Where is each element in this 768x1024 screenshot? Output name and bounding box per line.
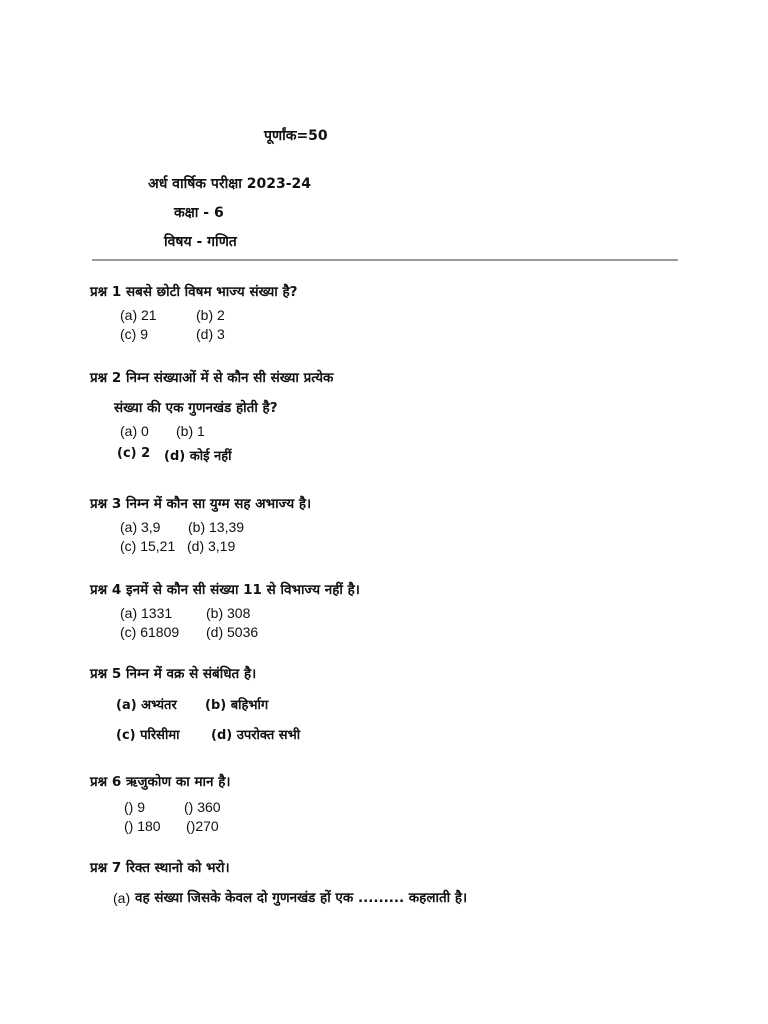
q5-option-a: (a) अभ्यंतर [116, 698, 177, 713]
q3-option-c: (c) 15,21 [120, 538, 176, 554]
question-1: प्रश्न 1 सबसे छोटी विषम भाज्य संख्या है? [90, 284, 298, 300]
q2-option-d: (d) कोई नहीं [164, 449, 232, 464]
q6-option-d: ()270 [186, 818, 219, 834]
question-4: प्रश्न 4 इनमें से कौन सी संख्या 11 से विभाज्य नहीं है। [90, 582, 360, 598]
total-marks: पूर्णांक=50 [264, 128, 328, 144]
q4-option-b: (b) 308 [206, 605, 251, 621]
q5-option-c: (c) परिसीमा [116, 728, 180, 743]
q2-option-a: (a) 0 [120, 423, 149, 439]
question-2: प्रश्न 2 निम्न संख्याओं में से कौन सी संख्या प्रत्येक [90, 370, 334, 386]
question-6: प्रश्न 6 ऋजुकोण का मान है। [90, 774, 231, 790]
question-5: प्रश्न 5 निम्न में वक्र से संबंधित है। [90, 666, 257, 682]
q6-option-a: () 9 [124, 799, 145, 815]
q3-option-b: (b) 13,39 [188, 519, 245, 535]
q3-option-a: (a) 3,9 [120, 519, 161, 535]
q2-option-c: (c) 2 [117, 446, 151, 461]
question-7: प्रश्न 7 रिक्त स्थानो को भरो। [90, 860, 230, 876]
question-3: प्रश्न 3 निम्न में कौन सा युग्म सह अभाज्य है। [90, 496, 312, 512]
q1-option-d: (d) 3 [196, 326, 225, 342]
q5-option-d: (d) उपरोक्त सभी [211, 728, 301, 743]
subject-label: विषय - गणित [164, 234, 237, 250]
q1-option-c: (c) 9 [120, 326, 148, 342]
q4-option-c: (c) 61809 [120, 624, 180, 640]
q1-option-a: (a) 21 [120, 307, 157, 323]
class-label: कक्षा - 6 [174, 205, 224, 221]
exam-title: अर्ध वार्षिक परीक्षा 2023-24 [148, 176, 312, 192]
question-2-line-2: संख्या की एक गुणनखंड होती है? [114, 400, 278, 416]
q6-option-b: () 360 [184, 799, 221, 815]
q4-option-d: (d) 5036 [206, 624, 259, 640]
header-divider [92, 259, 678, 261]
q6-option-c: () 180 [124, 818, 161, 834]
q7-sub-label: (a) [113, 890, 131, 906]
q5-option-b: (b) बहिर्भाग [205, 698, 269, 713]
q4-option-a: (a) 1331 [120, 605, 173, 621]
q7-sub-text: वह संख्या जिसके केवल दो गुणनखंड हों एक ......... कहलाती है। [135, 890, 468, 906]
q2-option-b: (b) 1 [176, 423, 205, 439]
q1-option-b: (b) 2 [196, 307, 225, 323]
q3-option-d: (d) 3,19 [187, 538, 236, 554]
